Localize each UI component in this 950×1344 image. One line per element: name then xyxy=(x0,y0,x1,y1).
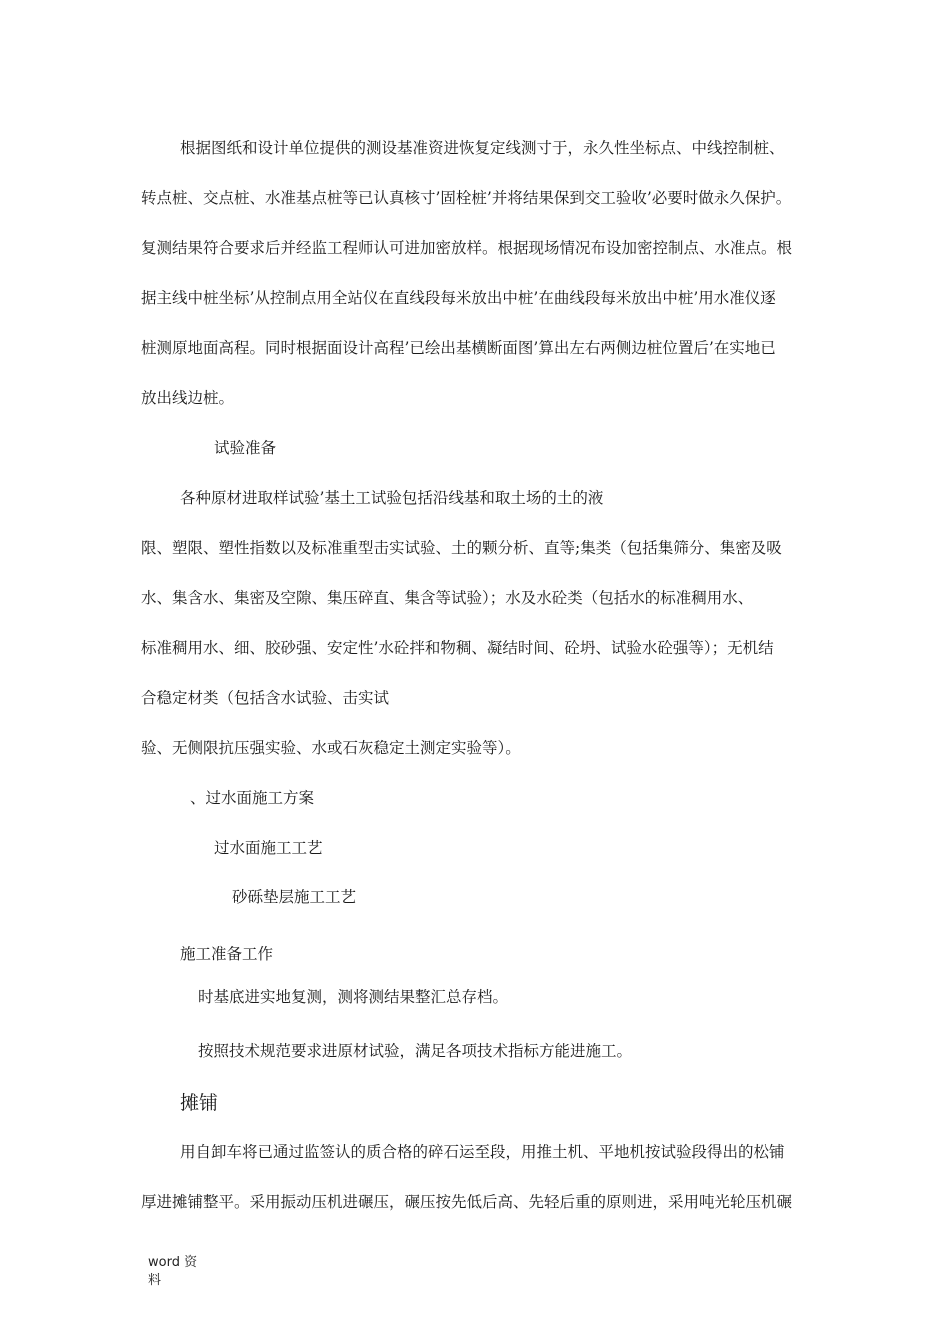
paragraph-1-line-3: 复测结果符合要求后并经监工程师认可进加密放样。根据现场情况布设加密控制点、水准点。根 xyxy=(141,239,793,257)
paragraph-1-line-1: 根据图纸和设计单位提供的测设基准资进恢复定线测寸于，永久性坐标点、中线控制桩、 xyxy=(180,139,785,157)
paragraph-1-line-4: 据主线中桩坐标’从控制点用全站仪在直线段每米放出中桩’在曲线段每米放出中桩’用水准仪逐 xyxy=(141,289,776,307)
paragraph-2-line-6: 验、无侧限抗压强实验、水或石灰稳定土测定实验等）。 xyxy=(141,739,521,757)
page-footer xyxy=(148,1254,197,1290)
paragraph-2-line-3: 水、集含水、集密及空隙、集压碎直、集含等试验）；水及水砼类（包括水的标准稠用水、 xyxy=(141,589,754,607)
paragraph-3-line-2: 厚进摊铺整平。采用振动压机进碾压，碾压按先低后高、先轻后重的原则进，采用吨光轮压机碾 xyxy=(141,1193,793,1211)
heading-gravel-process: 砂砾垫层施工工艺 xyxy=(232,888,357,906)
prep-item-1: 时基底进实地复测，测将测结果整汇总存档。 xyxy=(198,988,509,1006)
paragraph-1-line-6: 放出线边桩。 xyxy=(141,389,235,407)
prep-item-2: 按照技术规范要求进原材试验，满足各项技术指标方能进施工。 xyxy=(198,1042,633,1060)
paragraph-2-line-4: 标准稠用水、细、胶砂强、安定性’水砼拌和物稠、凝结时间、砼坍、试验水砼强等）；无机结 xyxy=(141,639,774,657)
footer-line-1: word 资 xyxy=(148,1255,198,1270)
heading-prep-work: 施工准备工作 xyxy=(180,945,274,963)
paragraph-3-line-1: 用自卸车将已通过监签认的质合格的碎石运至段，用推土机、平地机按试验段得出的松铺 xyxy=(180,1143,785,1161)
footer-line-2: 料 xyxy=(148,1273,162,1288)
heading-paving: 摊铺 xyxy=(180,1092,219,1114)
paragraph-2-line-2: 限、塑限、塑性指数以及标准重型击实试验、土的颗分析、直等;集类（包括集筛分、集密及吸 xyxy=(141,539,782,557)
paragraph-2-line-5: 合稳定材类（包括含水试验、击实试 xyxy=(141,689,390,707)
paragraph-2-line-1: 各种原材进取样试验’基土工试验包括沿线基和取土场的土的液 xyxy=(180,489,604,507)
paragraph-1-line-5: 桩测原地面高程。同时根据面设计高程’已绘出基横断面图’算出左右两侧边桩位置后’在实地已 xyxy=(141,339,776,357)
heading-test-prep: 试验准备 xyxy=(214,439,277,457)
heading-overwater-process: 过水面施工工艺 xyxy=(214,839,323,857)
heading-overwater-plan: 、过水面施工方案 xyxy=(190,789,315,807)
paragraph-1-line-2: 转点桩、交点桩、水准基点桩等已认真核寸’固栓桩’并将结果保到交工验收’必要时做永久保护。 xyxy=(141,189,792,207)
